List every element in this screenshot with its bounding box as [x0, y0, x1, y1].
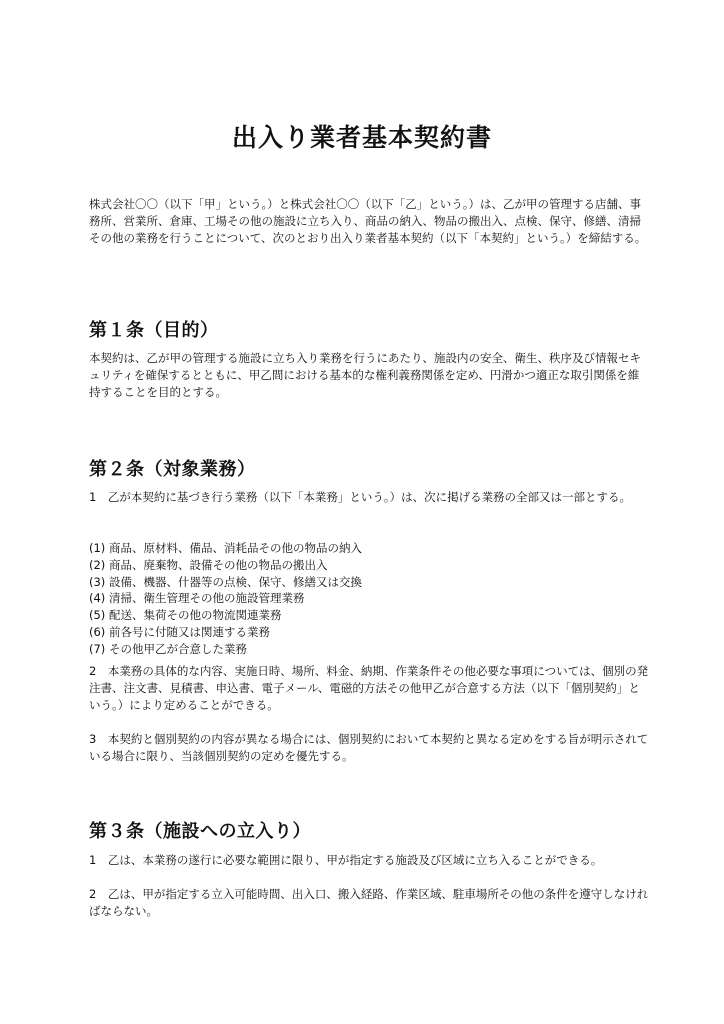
list-item: (5) 配送、集荷その他の物流関連業務: [89, 608, 282, 623]
list-item: (7) その他甲乙が合意した業務: [89, 641, 247, 656]
list-item: (6) 前各号に付随又は関連する業務: [89, 624, 270, 639]
article-1-paragraph: 本契約は、乙が甲の管理する施設に立ち入り業務を行うにあたり、施設内の安全、衛生、秩序及び情報セキュリティを確保するとともに、甲乙間における基本的な権利義務関係を定め、円滑かつ適正な取引関係を維持することを目的とする。: [89, 351, 641, 399]
article-3-clause-1: 1 乙は、本業務の遂行に必要な範囲に限り、甲が指定する施設及び区域に立ち入ることができる。: [89, 853, 603, 867]
article-3-heading: 第３条（施設への立入り）: [89, 821, 311, 842]
article-2-item-list: [89, 540, 649, 658]
list-item: (3) 設備、機器、什器等の点検、保守、修繕又は交換: [89, 574, 362, 589]
document-title: 出入り業者基本契約書: [231, 123, 492, 152]
list-item: (2) 商品、廃棄物、設備その他の物品の搬出入: [89, 557, 328, 572]
preamble-paragraph: 株式会社〇〇（以下「甲」という。）と株式会社〇〇（以下「乙」という。）は、乙が甲の管理する店舗、事務所、営業所、倉庫、工場その他の施設に立ち入り、商品の納入、物品の搬出入、点検、保守、修繕、清掃その他の業務を行うことについて、次のとおり出入り業者基本契約（以下「本契約」という。）を締結する。: [89, 197, 647, 245]
list-item: (4) 清掃、衛生管理その他の施設管理業務: [89, 591, 305, 606]
article-2-clause-3: 3 本契約と個別契約の内容が異なる場合には、個別契約において本契約と異なる定めをする旨が明示されている場合に限り、当該個別契約の定めを優先する。: [89, 732, 649, 763]
article-2-heading: 第２条（対象業務）: [89, 459, 256, 480]
article-3-clause-2: 2 乙は、甲が指定する立入可能時間、出入口、搬入経路、作業区域、駐車場所その他の条件を遵守しなければならない。: [89, 887, 649, 918]
list-item: (1) 商品、原材料、備品、消耗品その他の物品の納入: [89, 541, 362, 555]
article-2-clause-2: 2 本業務の具体的な内容、実施日時、場所、料金、納期、作業条件その他必要な事項については、個別の発注書、注文書、見積書、申込書、電子メール、電磁的方法その他甲乙が合意する方法（以下「個別契約」という。）により定めることができる。: [89, 664, 649, 712]
article-2-clause-1: 1 乙が本契約に基づき行う業務（以下「本業務」という。）は、次に掲げる業務の全部又は一部とする。: [89, 490, 632, 504]
article-1-heading: 第１条（目的）: [89, 320, 219, 341]
